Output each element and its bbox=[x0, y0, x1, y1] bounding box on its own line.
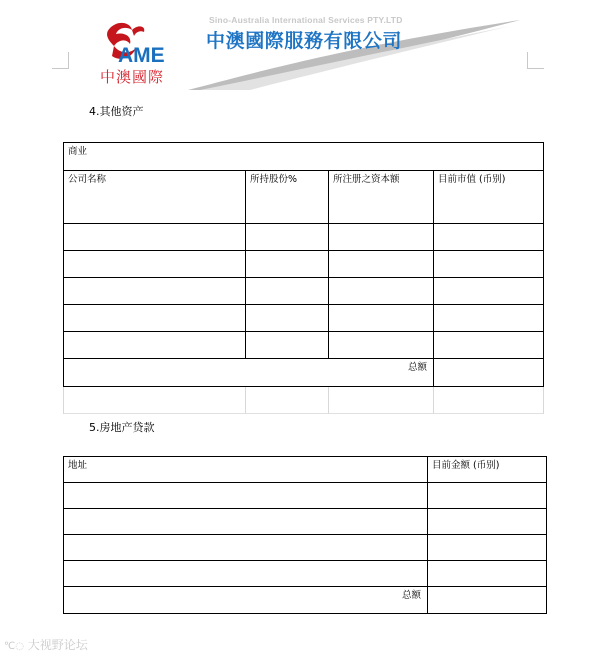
company-name-chinese: 中澳國際服務有限公司 bbox=[206, 30, 403, 52]
footer-watermark bbox=[4, 636, 88, 653]
crop-mark bbox=[527, 52, 528, 69]
table-cell[interactable] bbox=[245, 250, 329, 278]
section-heading-other-assets: 4.其他资产 bbox=[89, 105, 144, 118]
total-label-cell: 总额 bbox=[63, 586, 428, 614]
mortgage-table bbox=[63, 456, 547, 614]
faint-row-cell bbox=[328, 387, 434, 414]
table-cell[interactable] bbox=[427, 482, 547, 509]
table-cell[interactable] bbox=[245, 277, 329, 305]
total-label-cell: 总额 bbox=[63, 358, 434, 387]
table-cell[interactable] bbox=[328, 277, 434, 305]
table-cell[interactable] bbox=[63, 482, 428, 509]
table-cell[interactable] bbox=[63, 250, 246, 278]
table-cell[interactable] bbox=[245, 223, 329, 251]
table-cell[interactable] bbox=[63, 560, 428, 587]
column-header-address: 地址 bbox=[63, 456, 428, 483]
table-cell[interactable] bbox=[427, 508, 547, 535]
table-cell[interactable] bbox=[63, 508, 428, 535]
table-cell[interactable] bbox=[328, 250, 434, 278]
section-heading-mortgage: 5.房地产贷款 bbox=[89, 421, 155, 434]
column-header-shares-held: 所持股份% bbox=[245, 170, 329, 224]
column-header-company-name: 公司名称 bbox=[63, 170, 246, 224]
table-cell[interactable] bbox=[433, 331, 544, 359]
table-cell[interactable] bbox=[433, 223, 544, 251]
crop-mark bbox=[527, 68, 544, 69]
faint-row-cell bbox=[245, 387, 329, 414]
company-logo bbox=[96, 20, 182, 92]
faint-row-cell bbox=[433, 387, 544, 414]
table-cell[interactable] bbox=[427, 534, 547, 561]
table-cell[interactable] bbox=[328, 304, 434, 332]
logo-chinese-text: 中澳國際 bbox=[100, 68, 165, 86]
table-cell[interactable] bbox=[63, 277, 246, 305]
company-name-english: Sino-Australia International Services PTY.LTD bbox=[209, 15, 403, 25]
crop-mark bbox=[52, 68, 69, 69]
table-cell[interactable] bbox=[63, 331, 246, 359]
table-cell[interactable] bbox=[328, 223, 434, 251]
faint-row-cell bbox=[63, 387, 246, 414]
column-header-market-value: 目前市值 (币别) bbox=[433, 170, 544, 224]
table-cell[interactable] bbox=[427, 560, 547, 587]
table-cell[interactable] bbox=[328, 331, 434, 359]
crop-mark bbox=[68, 52, 69, 69]
column-header-current-amount: 目前金额 (币别) bbox=[427, 456, 547, 483]
total-value-cell[interactable] bbox=[427, 586, 547, 614]
total-value-cell[interactable] bbox=[433, 358, 544, 387]
table-cell[interactable] bbox=[63, 304, 246, 332]
table-cell[interactable] bbox=[63, 223, 246, 251]
table-cell[interactable] bbox=[63, 534, 428, 561]
column-header-registered-capital: 所注册之资本额 bbox=[328, 170, 434, 224]
table-cell[interactable] bbox=[245, 304, 329, 332]
business-label-cell: 商业 bbox=[63, 142, 544, 171]
table-cell[interactable] bbox=[245, 331, 329, 359]
logo-text: AME bbox=[118, 44, 165, 67]
table-cell[interactable] bbox=[433, 250, 544, 278]
other-assets-table bbox=[63, 142, 544, 416]
watermark-text: 大视野论坛 bbox=[27, 638, 88, 652]
table-cell[interactable] bbox=[433, 304, 544, 332]
watermark-logo-icon: ℃◌ bbox=[4, 641, 24, 652]
table-cell[interactable] bbox=[433, 277, 544, 305]
